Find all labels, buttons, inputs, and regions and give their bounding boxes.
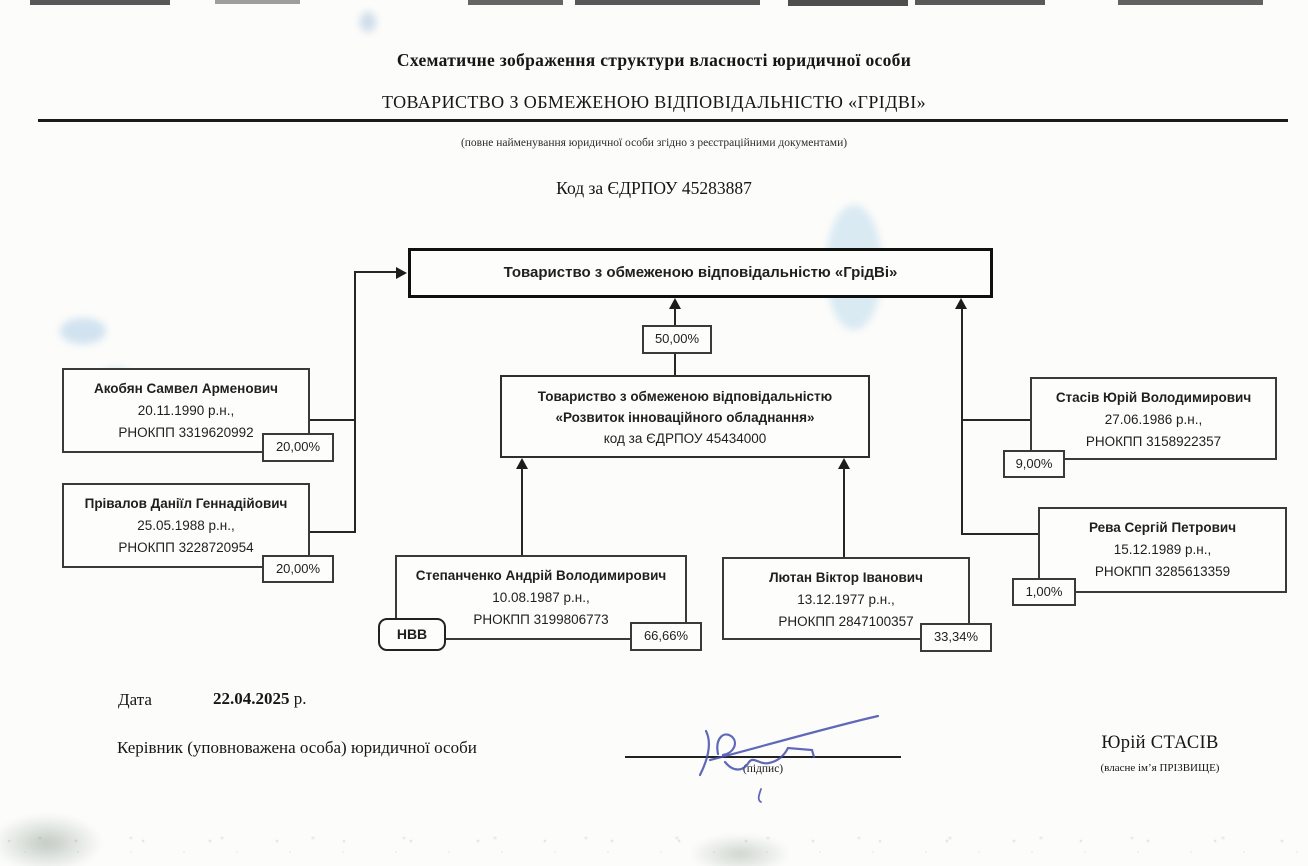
head-of-entity-label: Керівник (уповноважена особа) юридичної особи bbox=[117, 738, 477, 757]
root-company-box bbox=[408, 248, 993, 298]
signature-ink bbox=[630, 705, 910, 805]
scan-artifact bbox=[575, 0, 760, 5]
intermediate-company-line2: «Розвиток інноваційного обладнання» bbox=[555, 410, 815, 425]
owner-taxid: РНОКПП 3228720954 bbox=[118, 540, 254, 555]
intermediate-company-box bbox=[500, 375, 870, 458]
date-label: Дата bbox=[118, 690, 152, 709]
scan-artifact bbox=[30, 0, 170, 5]
arrowhead-into-root-right bbox=[955, 298, 967, 309]
connector-line-left-top bbox=[354, 271, 398, 273]
owner-birth: 13.12.1977 р.н., bbox=[797, 592, 895, 607]
owner-taxid: РНОКПП 3199806773 bbox=[473, 612, 609, 627]
share-badge-stasiv: 9,00% bbox=[1003, 450, 1065, 478]
intermediate-company-line1: Товариство з обмеженою відповідальністю bbox=[537, 389, 833, 404]
connector-line-stepanchenko bbox=[521, 468, 523, 555]
connector-line-50-top bbox=[674, 308, 676, 326]
owner-birth: 27.06.1986 р.н., bbox=[1104, 412, 1203, 427]
scan-artifact bbox=[0, 814, 102, 866]
share-badge-privalov: 20,00% bbox=[262, 555, 334, 583]
scan-artifact bbox=[468, 0, 563, 5]
owner-taxid: РНОКПП 3285613359 bbox=[1094, 564, 1231, 579]
owner-birth: 15.12.1989 р.н., bbox=[1113, 542, 1212, 557]
header-rule bbox=[38, 119, 1288, 122]
owner-birth: 25.05.1988 р.н., bbox=[137, 518, 235, 533]
scan-artifact bbox=[915, 0, 1045, 5]
connector-line-50-bottom bbox=[674, 353, 676, 376]
connector-line-left-vertical bbox=[354, 271, 356, 533]
owner-taxid: РНОКПП 2847100357 bbox=[778, 614, 914, 629]
company-name-caption: (повне найменування юридичної особи згідно з реєстраційними документами) bbox=[460, 137, 848, 149]
connector-line-right-vertical bbox=[961, 308, 963, 535]
owner-name: Прівалов Даніїл Геннадійович bbox=[84, 496, 288, 511]
owner-name: Рева Сергій Петрович bbox=[1088, 520, 1237, 535]
scan-artifact bbox=[1118, 0, 1263, 5]
share-badge-akobian: 20,00% bbox=[262, 433, 334, 462]
scan-artifact bbox=[690, 834, 790, 866]
scan-noise-band bbox=[0, 832, 1308, 866]
edrpou-code-line: Код за ЄДРПОУ 45283887 bbox=[556, 178, 752, 198]
owner-name: Степанченко Андрій Володимирович bbox=[415, 568, 667, 583]
owner-name: Стасів Юрій Володимирович bbox=[1055, 390, 1252, 405]
intermediate-company-code: код за ЄДРПОУ 45434000 bbox=[603, 431, 767, 446]
share-badge-stepanchenko: 66,66% bbox=[630, 622, 702, 651]
connector-line-privalov bbox=[310, 531, 356, 533]
connector-line-liutan bbox=[843, 468, 845, 557]
owner-birth: 20.11.1990 р.н., bbox=[137, 403, 235, 418]
connector-line-stasiv bbox=[961, 419, 1031, 421]
document-title: Схематичне зображення структури власності юридичної особи bbox=[396, 50, 912, 70]
owner-name: Лютан Віктор Іванович bbox=[769, 570, 923, 585]
owner-birth: 10.08.1987 р.н., bbox=[492, 590, 590, 605]
connector-line-reva bbox=[961, 533, 1039, 535]
owner-taxid: РНОКПП 3158922357 bbox=[1085, 434, 1222, 449]
arrowhead-into-root-left bbox=[396, 267, 407, 279]
scan-artifact bbox=[788, 0, 908, 6]
owner-box-stasiv bbox=[1030, 377, 1277, 460]
date-suffix: р. bbox=[289, 689, 307, 708]
owner-name: Акобян Самвел Арменович bbox=[93, 381, 279, 396]
nbb-badge: НВВ bbox=[378, 618, 446, 651]
share-badge-reva: 1,00% bbox=[1012, 578, 1076, 606]
share-badge-intermediate: 50,00% bbox=[642, 325, 712, 354]
connector-line-akobian bbox=[310, 419, 356, 421]
company-name-heading: ТОВАРИСТВО З ОБМЕЖЕНОЮ ВІДПОВІДАЛЬНІСТЮ «ГРІДВІ» bbox=[381, 92, 927, 112]
signer-name: Юрій СТАСІВ bbox=[1101, 733, 1219, 753]
share-badge-liutan: 33,34% bbox=[920, 623, 992, 652]
scan-artifact bbox=[215, 0, 300, 4]
signer-name-caption: (власне ім’я ПРІЗВИЩЕ) bbox=[1100, 762, 1220, 774]
date-value-text: 22.04.2025 bbox=[213, 689, 290, 708]
root-company-name: Товариство з обмеженою відповідальністю «ГрідВі» bbox=[503, 264, 898, 281]
scan-smudge bbox=[60, 318, 106, 344]
signature-caption: (підпис) bbox=[742, 763, 784, 775]
scan-smudge bbox=[360, 12, 376, 32]
date-value bbox=[213, 689, 307, 709]
owner-taxid: РНОКПП 3319620992 bbox=[118, 425, 254, 440]
